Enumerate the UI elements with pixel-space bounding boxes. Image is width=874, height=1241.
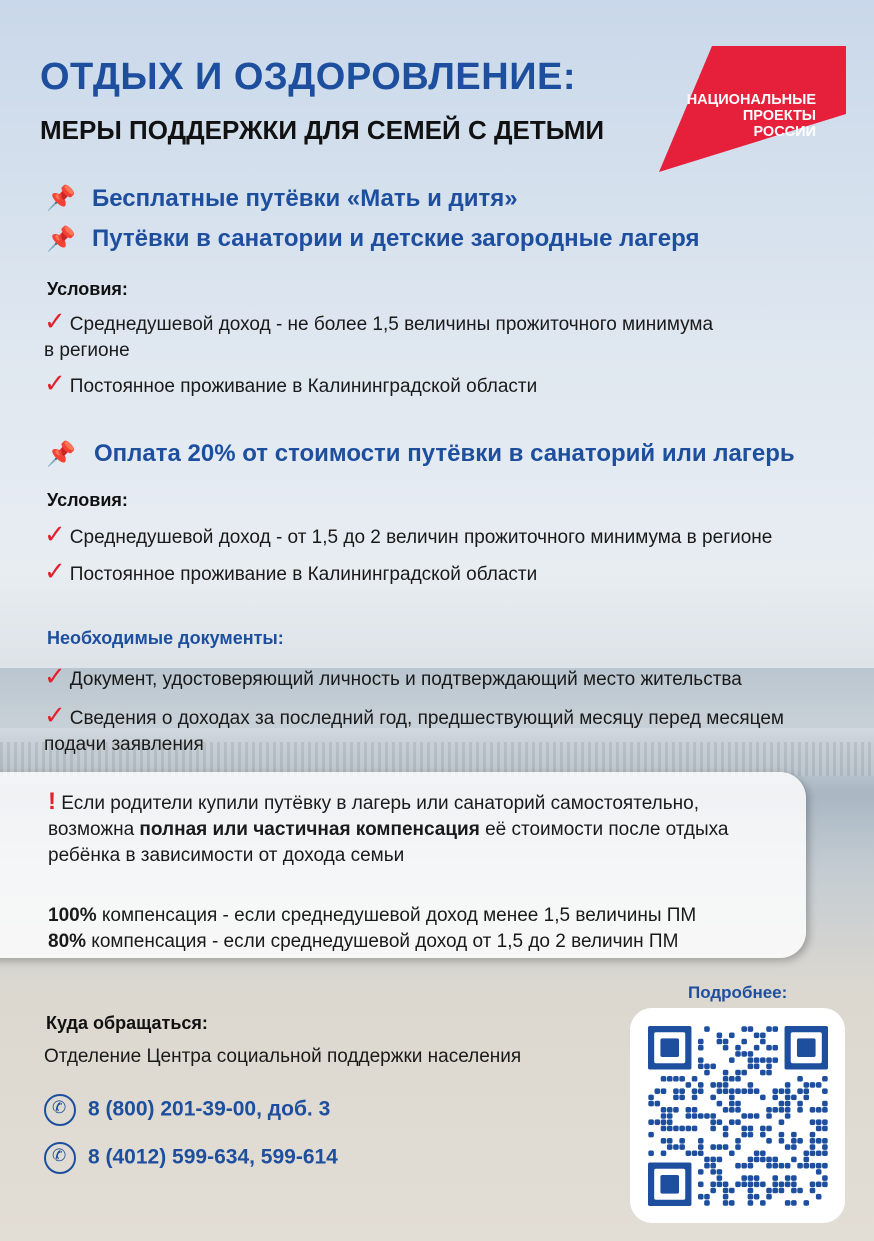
logo-line1: НАЦИОНАЛЬНЫЕ	[686, 92, 816, 108]
condition-item	[44, 308, 824, 364]
pin-icon: 📌	[46, 226, 76, 253]
pin-icon: 📌	[46, 185, 76, 212]
compensation-line2	[48, 817, 788, 843]
phone-2-number[interactable]: 8 (4012) 599-634, 599-614	[88, 1145, 338, 1169]
document-text: Документ, удостоверяющий личность и подтверждающий место жительства	[69, 669, 742, 690]
compensation-line2-post: её стоимости после отдыха	[479, 819, 729, 840]
compensation-line1-text: Если родители купили путёвку в лагерь или санаторий самостоятельно,	[61, 793, 699, 814]
condition-text: Постоянное проживание в Калининградской области	[69, 564, 538, 585]
rate-100-value: 100%	[48, 905, 97, 926]
document-item	[44, 663, 742, 693]
compensation-line2-pre: возможна	[48, 819, 140, 840]
rate-100-text: компенсация - если среднедушевой доход менее 1,5 величины ПМ	[96, 905, 697, 926]
conditions-label: Условия:	[47, 490, 128, 510]
condition-text: Среднедушевой доход - не более 1,5 величины прожиточного минимума	[69, 314, 714, 335]
logo-text	[687, 92, 816, 140]
page-subtitle: МЕРЫ ПОДДЕРЖКИ ДЛЯ СЕМЕЙ С ДЕТЬМИ	[40, 115, 605, 145]
heading-mother-child: Бесплатные путёвки «Мать и дитя»	[92, 185, 518, 212]
phone-1[interactable]	[44, 1094, 330, 1126]
condition-text-cont: в регионе	[44, 340, 130, 361]
rate-80-value: 80%	[48, 931, 87, 952]
check-icon: ✓	[44, 700, 66, 730]
phone-icon	[44, 1142, 76, 1174]
logo-line3: РОССИИ	[753, 124, 816, 140]
documents-label: Необходимые документы:	[47, 628, 284, 648]
logo-line2: ПРОЕКТЫ	[742, 108, 816, 124]
qr-code[interactable]	[630, 1008, 845, 1223]
rate-80-text: компенсация - если среднедушевой доход от 1,5 до 2 величин ПМ	[86, 931, 679, 952]
pin-icon: 📌	[46, 441, 76, 468]
page-title: ОТДЫХ И ОЗДОРОВЛЕНИЕ:	[40, 56, 577, 98]
check-icon: ✓	[44, 556, 66, 586]
condition-item	[44, 521, 772, 551]
exclamation-icon: !	[48, 788, 56, 815]
compensation-line1	[48, 789, 788, 817]
compensation-rate-80	[48, 929, 788, 955]
conditions-label: Условия:	[47, 279, 128, 299]
check-icon: ✓	[44, 306, 66, 336]
qr-code-pattern	[648, 1026, 828, 1206]
compensation-line3: ребёнка в зависимости от дохода семьи	[48, 845, 405, 866]
condition-text: Постоянное проживание в Калининградской области	[69, 376, 538, 397]
more-info-label: Подробнее:	[688, 983, 788, 1002]
heading-sanatorium-camps: Путёвки в санатории и детские загородные лагеря	[92, 225, 700, 252]
check-icon: ✓	[44, 661, 66, 691]
phone-2[interactable]	[44, 1142, 338, 1174]
phone-1-number[interactable]: 8 (800) 201-39-00, доб. 3	[88, 1097, 331, 1121]
check-icon: ✓	[44, 368, 66, 398]
document-text-cont: подачи заявления	[44, 734, 204, 755]
compensation-text	[48, 789, 788, 955]
compensation-emphasis: полная или частичная компенсация	[139, 819, 480, 840]
compensation-rate-100	[48, 903, 788, 929]
contacts-label: Куда обращаться:	[46, 1013, 208, 1033]
condition-item	[44, 558, 537, 588]
document-text: Сведения о доходах за последний год, предшествующий месяцу перед месяцем	[69, 708, 784, 729]
national-projects-logo	[654, 44, 846, 176]
spacer	[48, 869, 788, 903]
phone-icon	[44, 1094, 76, 1126]
condition-text: Среднедушевой доход - от 1,5 до 2 величин прожиточного минимума в регионе	[69, 527, 773, 548]
check-icon: ✓	[44, 519, 66, 549]
contact-org: Отделение Центра социальной поддержки населения	[44, 1046, 522, 1067]
condition-item	[44, 370, 537, 400]
heading-20-percent: Оплата 20% от стоимости путёвки в санаторий или лагерь	[94, 440, 795, 467]
document-item	[44, 702, 864, 758]
